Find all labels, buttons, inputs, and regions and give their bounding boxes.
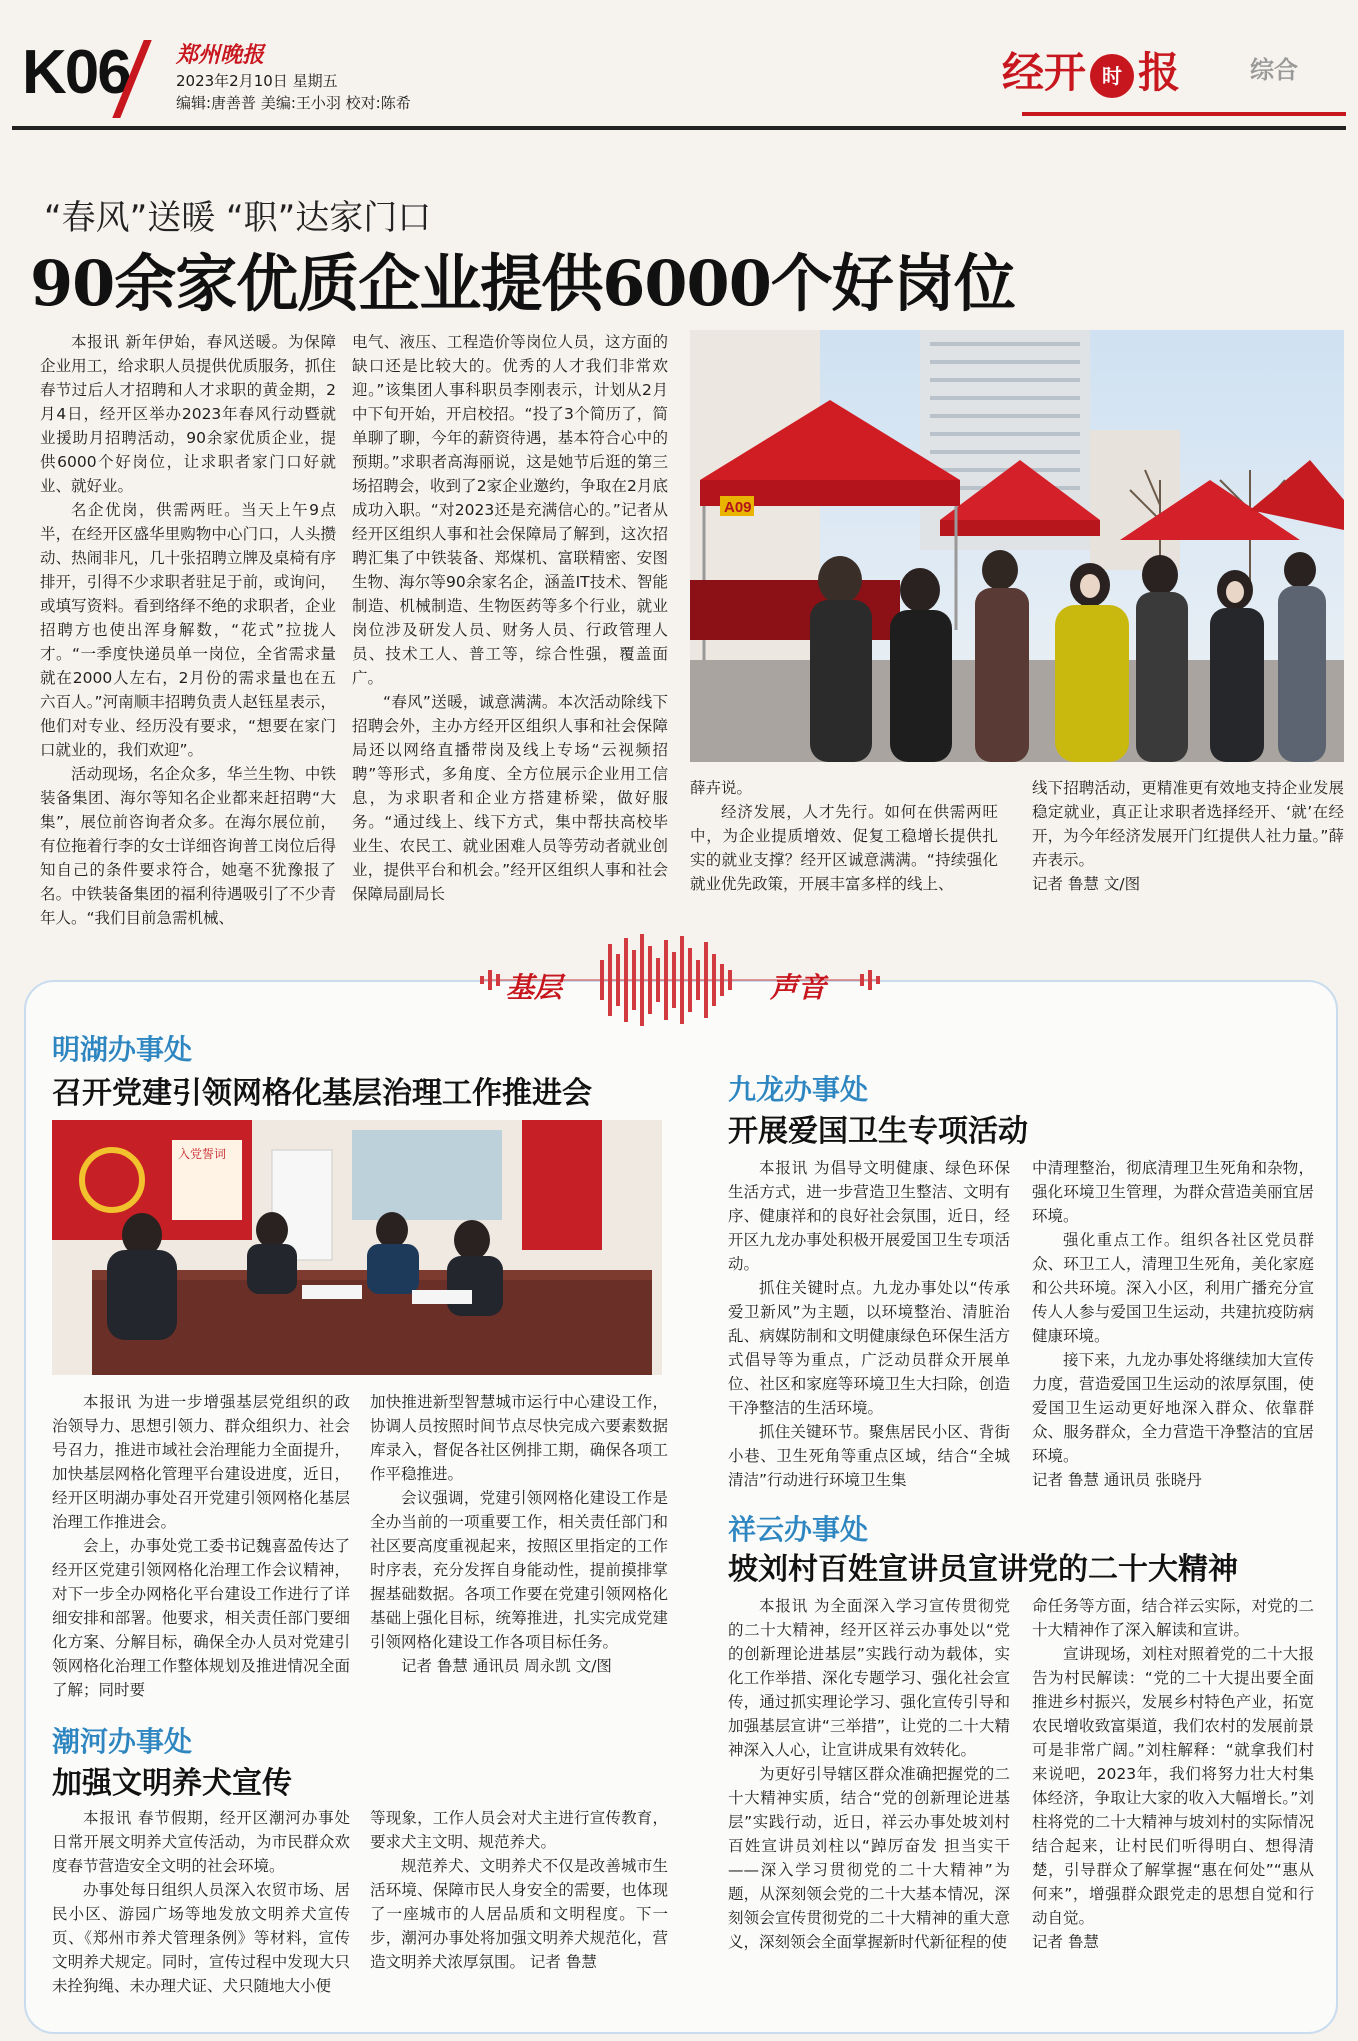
issue-staff: 编辑:唐善普 美编:王小羽 校对:陈希 xyxy=(176,94,411,112)
main-kicker: “春风”送暖 “职”达家门口 xyxy=(44,198,432,238)
job-fair-illustration xyxy=(690,330,1344,762)
main-headline: 90余家优质企业提供6000个好岗位 xyxy=(30,247,1015,320)
brand-left: 经开 xyxy=(1001,48,1086,97)
office-title-xiangyun: 祥云办事处 xyxy=(728,1513,869,1546)
masthead-logo: 郑州晚报 xyxy=(176,42,265,68)
headline-xiangyun: 坡刘村百姓宣讲员宣讲党的二十大精神 xyxy=(728,1552,1238,1587)
paragraph: 本报讯 为进一步增强基层党组织的政治领导力、思想引领力、群众组织力、社会号召力，推进市域社会治理能力全面提升，加快基层网格化管理平台建设进度，近日，经开区明湖办事处召开党建引领网格化基层治理工作推进会。 xyxy=(52,1393,350,1531)
paragraph: 规范养犬、文明养犬不仅是改善城市生活环境、保障市民人身安全的需要，也体现了一座城市的人居品质和文明程度。下一步，潮河办事处将加强文明养犬规范化，营造文明养犬浓厚氛围。 记者 鲁慧 xyxy=(370,1857,668,1971)
minghu-column-2 xyxy=(370,1390,668,1690)
paragraph: 本报讯 新年伊始，春风送暖。为保障企业用工，给求职人员提供优质服务，抓住春节过后人才招聘和人才求职的黄金期，2月4日，经开区举办2023年春风行动暨就业援助月招聘活动，90余家优质企业，提供6000个好岗位，让求职者家门口好就业、就好业。 xyxy=(40,333,336,495)
paragraph: 会议强调，党建引领网格化建设工作是全办当前的一项重要工作，相关责任部门和社区要高度重视起来，按照区里指定的工作时序表，充分发挥自身能动性，提前摸排掌握基础数据。各项工作要在党建引领网格化基础上强化目标，统筹推进，扎实完成党建引领网格化建设工作各项目标任务。 xyxy=(370,1489,668,1651)
banner-label-right: 声音 xyxy=(770,971,827,1004)
banner-label-left: 基层 xyxy=(506,971,563,1004)
office-title-minghu: 明湖办事处 xyxy=(52,1033,193,1066)
paragraph: 名企优岗，供需两旺。当天上午9点半，在经开区盛华里购物中心门口，人头攒动、热闹非凡，几十张招聘立牌及桌椅有序排开，引得不少求职者驻足于前，或询问，或填写资料。看到络绎不绝的求职者，企业招聘方也使出浑身解数，“花式”拉拢人才。“一季度快递员单一岗位，全省需求量就在2000人左右，2月份的需求量也在五六百人。”河南顺丰招聘负责人赵钰星表示，他们对专业、经历没有要求，“想要在家门口就业的，我们欢迎”。 xyxy=(40,501,336,759)
headline-chaohe: 加强文明养犬宣传 xyxy=(52,1766,292,1801)
paragraph: “春风”送暖，诚意满满。本次活动除线下招聘会外，主办方经开区组织人事和社会保障局还以网络直播带岗及线上专场“云视频招聘”等形式，多角度、全方位展示企业用工信息，为求职者和企业方搭建桥梁，做好服务。“通过线上、线下方式，集中帮扶高校毕业生、农民工、就业困难人员等劳动者就业创业，提供平台和机会。”经开区组织人事和社会保障局副局长 xyxy=(352,693,668,903)
byline: 记者 鲁慧 通讯员 周永凯 文/图 xyxy=(401,1657,612,1675)
paragraph: 抓住关键时点。九龙办事处以“传承爱卫新风”为主题，以环境整治、清脏治乱、病媒防制和文明健康绿色环保生活方式倡导等为重点，广泛动员群众开展单位、社区和家庭等环境卫生大扫除，创造干净整洁的生活环境。 xyxy=(728,1279,1010,1417)
paragraph: 活动现场，名企众多，华兰生物、中铁装备集团、海尔等知名企业都来赶招聘“大集”，展位前咨询者众多。在海尔展位前，有位拖着行李的女士详细咨询普工岗位后得知自己的条件要求符合，她毫不犹豫报了名。中铁装备集团的福利待遇吸引了不少青年人。“我们目前急需机械、 xyxy=(40,765,336,927)
section-tag: 综合 xyxy=(1250,56,1298,84)
paragraph: 办事处每日组织人员深入农贸市场、居民小区、游园广场等地发放文明养犬宣传页、《郑州市养犬管理条例》等材料，宣传文明养犬规定。同时，宣传过程中发现大只未拴狗绳、未办理犬证、犬只随地大小便 xyxy=(52,1881,350,1995)
paragraph: 中清理整治，彻底清理卫生死角和杂物，强化环境卫生管理，为群众营造美丽宜居环境。 xyxy=(1032,1159,1314,1225)
paragraph: 等现象，工作人员会对犬主进行宣传教育，要求犬主文明、规范养犬。 xyxy=(370,1809,668,1851)
paragraph: 宣讲现场，刘柱对照着党的二十大报告为村民解读：“党的二十大提出要全面推进乡村振兴，发展乡村特色产业，拓宽农民增收致富渠道，我们农村的发展前景可是非常广阔。”刘柱解释：“就拿我们村来说吧，2023年，我们将努力壮大村集体经济，争取让大家的收入大幅增长。”刘柱将党的二十大精神与坡刘村的实际情况结合起来，让村民们听得明白、想得清楚，引导群众了解掌握“惠在何处”“惠从何来”，增强群众跟党走的思想自觉和行动自觉。 xyxy=(1032,1645,1314,1927)
chaohe-column-2 xyxy=(370,1806,668,2022)
main-column-1 xyxy=(40,330,336,927)
paragraph: 电气、液压、工程造价等岗位人员，这方面的缺口还是比较大的。优秀的人才我们非常欢迎。”该集团人事科职员李刚表示，计划从2月中下旬开始，开启校招。“投了3个简历了，简单聊了聊，今年的薪资待遇，基本符合心中的预期。”求职者高海丽说，这是她节后逛的第三场招聘会，收到了2家企业邀约，争取在2月底成功入职。“对2023还是充满信心的。”记者从经开区组织人事和社会保障局了解到，这次招聘汇集了中铁装备、郑煤机、富联精密、安图生物、海尔等90余家名企，涵盖IT技术、智能制造、机械制造、生物医药等多个行业，就业岗位涉及研发人员、财务人员、行政管理人员、技术工人、普工等，综合性强，覆盖面广。 xyxy=(352,333,668,687)
meeting-photo xyxy=(52,1120,662,1375)
paragraph: 本报讯 为倡导文明健康、绿色环保生活方式，进一步营造卫生整洁、文明有序、健康祥和的良好社会氛围，近日，经开区九龙办事处积极开展爱国卫生专项活动。 xyxy=(728,1159,1010,1273)
office-title-chaohe: 潮河办事处 xyxy=(52,1725,193,1758)
paragraph: 抓住关键环节。聚焦居民小区、背街小巷、卫生死角等重点区域，结合“全城清洁”行动进行环境卫生集 xyxy=(728,1423,1010,1489)
paragraph: 线下招聘活动，更精准更有效地支持企业发展稳定就业，真正让求职者选择经开、‘就’在经开，为今年经济发展开门红提供人社力量。”薛卉表示。 xyxy=(1032,779,1344,869)
xiangyun-column-1 xyxy=(728,1594,1010,2022)
headline-minghu: 召开党建引领网格化基层治理工作推进会 xyxy=(52,1076,592,1111)
booth-sign: A09 xyxy=(724,499,752,516)
paragraph: 命任务等方面，结合祥云实际，对党的二十大精神作了深入解读和宣讲。 xyxy=(1032,1597,1314,1639)
headline-jiulong: 开展爱国卫生专项活动 xyxy=(728,1114,1028,1149)
paragraph: 本报讯 春节假期，经开区潮河办事处日常开展文明养犬宣传活动，为市民群众欢度春节营造安全文明的社会环境。 xyxy=(52,1809,350,1875)
xiangyun-column-2 xyxy=(1032,1594,1314,2022)
main-column-2 xyxy=(352,330,668,903)
minghu-column-1 xyxy=(52,1390,350,1699)
paragraph: 经济发展，人才先行。如何在供需两旺中，为企业提质增效、促复工稳增长提供扎实的就业支撑？经开区诚意满满。“持续强化就业优先政策，开展丰富多样的线上、 xyxy=(690,803,998,893)
paragraph: 加快推进新型智慧城市运行中心建设工作，协调人员按照时间节点尽快完成六要素数据库录入，督促各社区例排工期，确保各项工作平稳推进。 xyxy=(370,1393,668,1483)
paragraph: 薛卉说。 xyxy=(690,779,753,797)
job-fair-photo xyxy=(690,330,1344,762)
byline: 记者 鲁慧 文/图 xyxy=(1032,875,1141,893)
section-brand xyxy=(1002,40,1180,100)
jiulong-column-1 xyxy=(728,1156,1010,1489)
paragraph: 为更好引导辖区群众准确把握党的二十大精神实质，结合“党的创新理论进基层”实践行动，近日，祥云办事处坡刘村百姓宣讲员刘柱以“踔厉奋发 担当实干——深入学习贯彻党的二十大精神”为题，从深刻领会党的二十大基本情况，深刻领会宣传贯彻党的二十大精神的重大意义，深刻领会全面掌握新时代新征程的使 xyxy=(728,1765,1010,1951)
issue-date: 2023年2月10日 星期五 xyxy=(176,72,338,90)
byline: 记者 鲁慧 xyxy=(1032,1933,1099,1951)
paragraph: 接下来，九龙办事处将继续加大宣传力度，营造爱国卫生运动的浓厚氛围，使爱国卫生运动更好地深入群众、依靠群众、服务群众，全力营造干净整洁的宜居环境。 xyxy=(1032,1351,1314,1465)
header-accent-rule xyxy=(1022,112,1346,116)
chaohe-column-1 xyxy=(52,1806,350,2022)
oath-sign: 入党誓词 xyxy=(178,1147,227,1161)
paragraph: 本报讯 为全面深入学习宣传贯彻党的二十大精神，经开区祥云办事处以“党的创新理论进基层”实践行动为载体，实化工作举措、深化专题学习、强化社会宣传，通过抓实理论学习、强化宣传引导和加强基层宣讲“三举措”，让党的二十大精神深入人心，让宣讲成果有效转化。 xyxy=(728,1597,1010,1759)
brand-badge: 时 xyxy=(1090,54,1134,98)
main-column-4 xyxy=(1032,776,1344,900)
brand-right: 报 xyxy=(1137,48,1180,97)
paragraph: 会上，办事处党工委书记魏喜盈传达了经开区党建引领网格化治理工作会议精神，对下一步全办网格化平台建设工作进行了详细安排和部署。他要求，相关责任部门要细化方案、分解目标，确保全办人员对党建引领网格化治理工作整体规划及推进情况全面了解；同时要 xyxy=(52,1537,350,1699)
main-column-3 xyxy=(690,776,998,900)
page-number: K06 xyxy=(22,38,130,107)
paragraph: 强化重点工作。组织各社区党员群众、环卫工人，清理卫生死角，美化家庭和公共环境。深入小区，利用广播充分宣传人人参与爱国卫生运动，共建抗疫防病健康环境。 xyxy=(1032,1231,1314,1345)
header-rule xyxy=(12,126,1346,130)
office-title-jiulong: 九龙办事处 xyxy=(728,1073,869,1106)
byline: 记者 鲁慧 通讯员 张晓丹 xyxy=(1032,1471,1202,1489)
jiulong-column-2 xyxy=(1032,1156,1314,1489)
meeting-illustration xyxy=(52,1120,662,1375)
